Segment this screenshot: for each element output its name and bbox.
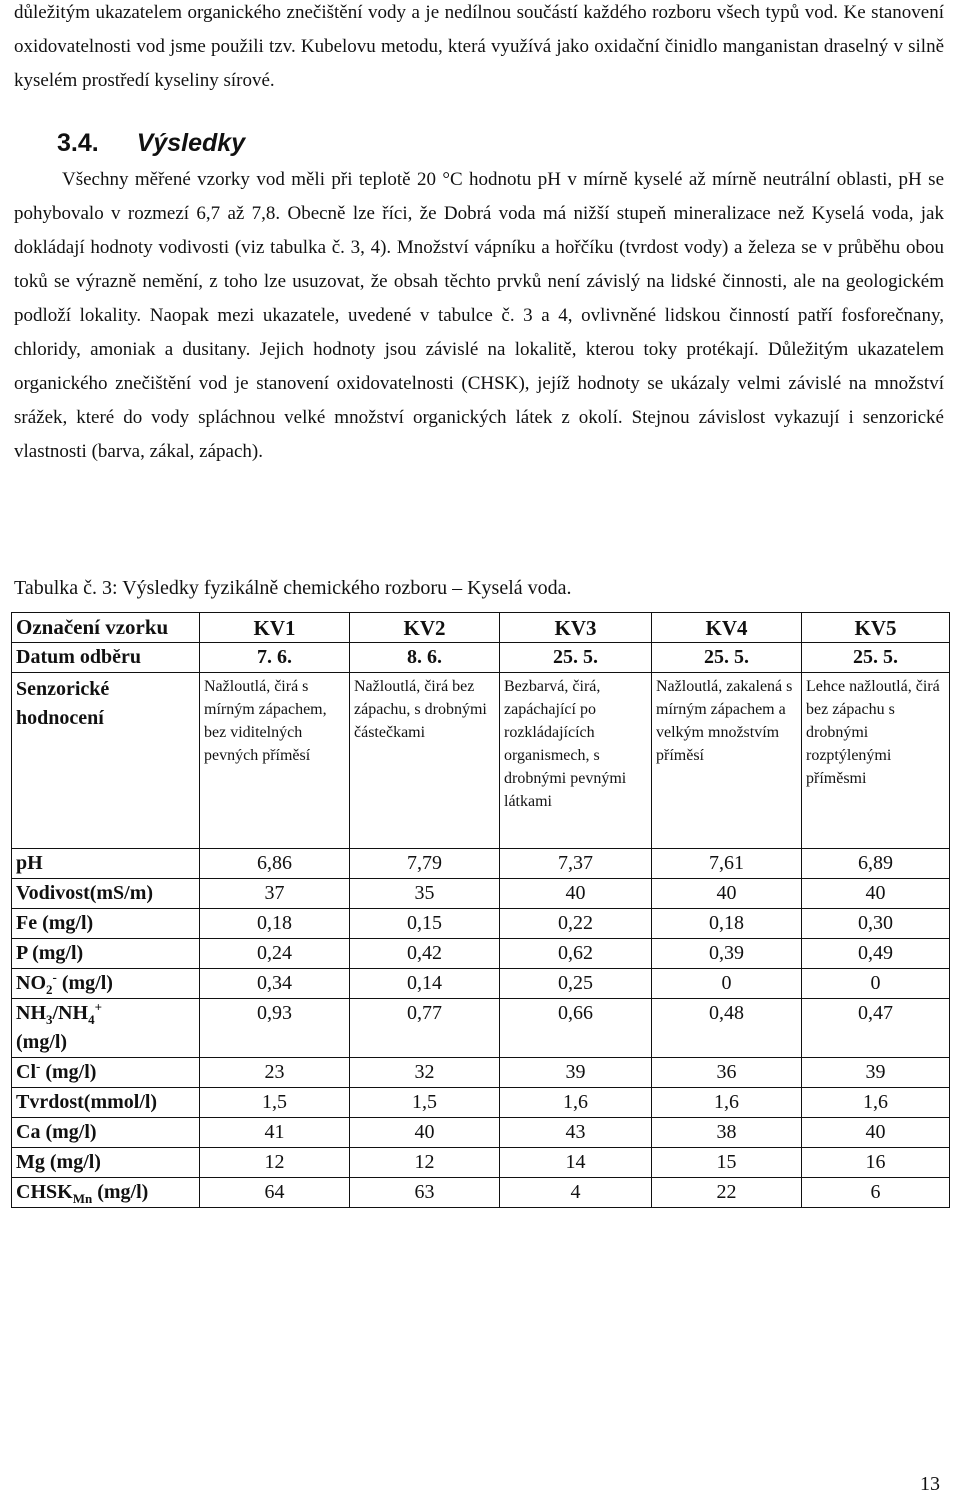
value-cell: 0,93: [200, 999, 350, 1058]
table-row: [12, 1118, 950, 1148]
label-unit: (mg/l): [56, 972, 113, 994]
value-cell: 0,42: [350, 939, 500, 969]
label-sup: -: [36, 1058, 41, 1074]
sample-header: KV2: [350, 613, 500, 643]
label-unit: (mg/l): [16, 1031, 68, 1053]
value-cell: 0,15: [350, 909, 500, 939]
label-main: CHSK: [16, 1181, 73, 1203]
value-cell: 0,25: [500, 969, 652, 999]
row-label: P (mg/l): [12, 939, 200, 969]
row-label: Fe (mg/l): [12, 909, 200, 939]
table-row: [12, 939, 950, 969]
sample-header: KV4: [652, 613, 802, 643]
label-sub: 4: [88, 1012, 95, 1027]
value-cell: 37: [200, 879, 350, 909]
value-cell: 0,14: [350, 969, 500, 999]
label-main: NH: [16, 1002, 46, 1024]
table-row: [12, 1058, 950, 1088]
table-row: [12, 879, 950, 909]
label-sub: 2: [46, 982, 53, 997]
value-cell: 35: [350, 879, 500, 909]
section-title: Výsledky: [136, 129, 246, 157]
row-label: [12, 1058, 200, 1088]
row-label: Ca (mg/l): [12, 1118, 200, 1148]
value-cell: 4: [500, 1178, 652, 1208]
label-unit: (mg/l): [40, 1061, 97, 1083]
results-paragraph: Všechny měřené vzorky vod měli při teplotě 20 °C hodnotu pH v mírně kyselé až mírně neutrální oblasti, pH se pohybovalo v rozmezí 6,7 až 7,8. Obecně lze říci, že Dobrá voda má nižší stupeň mineralizace než Kyselá voda, jak dokládají hodnoty vodivosti (viz tabulka č. 3, 4). Množství vápníku a hořčíku (tvrdost vody) a železa se v průběhu obou toků se výrazně nemění, z toho lze usuzovat, že obsah těchto prvků není závislý na lidské činnosti, ale na geologickém podloží lokality. Naopak mezi ukazatele, uvedené v tabulce č. 3 a 4, ovlivněné lidskou činností patří fosforečnany, chloridy, amoniak a dusitany. Jejich hodnoty jsou závislé na lokalitě, kterou toky protékají. Důležitým ukazatelem organického znečištění vod je stanovení oxidovatelnosti (CHSK), jejíž hodnoty se ukázaly velmi závislé na množství srážek, které do vody spláchnou velké množství organických látek z okolí. Stejnou závislost vykazují i senzorické vlastnosti (barva, zákal, zápach).: [14, 169, 944, 462]
value-cell: 1,6: [500, 1088, 652, 1118]
value-cell: 32: [350, 1058, 500, 1088]
value-cell: 0,39: [652, 939, 802, 969]
results-table: [11, 612, 950, 1208]
value-cell: 6,86: [200, 849, 350, 879]
value-cell: 64: [200, 1178, 350, 1208]
value-cell: 40: [802, 1118, 950, 1148]
value-cell: 23: [200, 1058, 350, 1088]
label-mid: /NH: [52, 1002, 89, 1024]
page-number: 13: [920, 1473, 940, 1495]
value-cell: 6,89: [802, 849, 950, 879]
value-cell: 6: [802, 1178, 950, 1208]
value-cell: 1,5: [200, 1088, 350, 1118]
row-label: Senzorické hodnocení: [12, 673, 200, 849]
sensory-cell: Bezbarvá, čirá, zapáchající po rozkládajících organismech, s drobnými pevnými látkami: [500, 673, 652, 849]
table-row: [12, 1148, 950, 1178]
value-cell: 12: [200, 1148, 350, 1178]
sensory-cell: Nažloutlá, čirá s mírným zápachem, bez viditelných pevných příměsí: [200, 673, 350, 849]
value-cell: 0,24: [200, 939, 350, 969]
value-cell: 40: [500, 879, 652, 909]
sensory-row: [12, 673, 950, 849]
date-cell: 25. 5.: [802, 643, 950, 673]
value-cell: 7,79: [350, 849, 500, 879]
value-cell: 0,47: [802, 999, 950, 1058]
table-header-row: [12, 613, 950, 643]
label-main: Cl: [16, 1061, 36, 1083]
value-cell: 39: [802, 1058, 950, 1088]
sensory-cell: Nažloutlá, zakalená s mírným zápachem a velkým množstvím příměsí: [652, 673, 802, 849]
header-label: Označení vzorku: [12, 613, 200, 643]
table-row: [12, 849, 950, 879]
sample-header: KV1: [200, 613, 350, 643]
label-sup: -: [52, 969, 57, 985]
value-cell: 14: [500, 1148, 652, 1178]
table-caption: Tabulka č. 3: Výsledky fyzikálně chemického rozboru – Kyselá voda.: [14, 577, 572, 599]
value-cell: 63: [350, 1178, 500, 1208]
value-cell: 16: [802, 1148, 950, 1178]
value-cell: 0: [802, 969, 950, 999]
value-cell: 0,22: [500, 909, 652, 939]
value-cell: 38: [652, 1118, 802, 1148]
value-cell: 0,77: [350, 999, 500, 1058]
date-cell: 25. 5.: [652, 643, 802, 673]
value-cell: 1,6: [802, 1088, 950, 1118]
value-cell: 1,5: [350, 1088, 500, 1118]
value-cell: 7,37: [500, 849, 652, 879]
table-row: [12, 999, 950, 1058]
date-cell: 7. 6.: [200, 643, 350, 673]
value-cell: 0,18: [652, 909, 802, 939]
row-label: pH: [12, 849, 200, 879]
value-cell: 40: [350, 1118, 500, 1148]
row-label: [12, 1178, 200, 1208]
label-sub: Mn: [72, 1191, 93, 1206]
label-sub: 3: [46, 1012, 53, 1027]
value-cell: 40: [802, 879, 950, 909]
value-cell: 0,48: [652, 999, 802, 1058]
value-cell: 15: [652, 1148, 802, 1178]
value-cell: 0,34: [200, 969, 350, 999]
date-cell: 8. 6.: [350, 643, 500, 673]
value-cell: 0: [652, 969, 802, 999]
row-label: Mg (mg/l): [12, 1148, 200, 1178]
row-label: Datum odběru: [12, 643, 200, 673]
table-row: [12, 1178, 950, 1208]
value-cell: 36: [652, 1058, 802, 1088]
value-cell: 40: [652, 879, 802, 909]
table-row: [12, 1088, 950, 1118]
value-cell: 0,66: [500, 999, 652, 1058]
value-cell: 0,18: [200, 909, 350, 939]
section-heading: [57, 126, 245, 160]
value-cell: 41: [200, 1118, 350, 1148]
value-cell: 7,61: [652, 849, 802, 879]
label-main: NO: [16, 972, 46, 994]
value-cell: 0,49: [802, 939, 950, 969]
sample-header: KV3: [500, 613, 652, 643]
value-cell: 39: [500, 1058, 652, 1088]
date-row: [12, 643, 950, 673]
sample-header: KV5: [802, 613, 950, 643]
value-cell: 0,62: [500, 939, 652, 969]
row-label: Tvrdost(mmol/l): [12, 1088, 200, 1118]
label-unit: (mg/l): [92, 1181, 149, 1203]
row-label: [12, 999, 200, 1058]
sensory-cell: Nažloutlá, čirá bez zápachu, s drobnými částečkami: [350, 673, 500, 849]
label-sup: +: [94, 999, 102, 1015]
row-label: Vodivost(mS/m): [12, 879, 200, 909]
intro-paragraph: důležitým ukazatelem organického znečištění vody a je nedílnou součástí každého rozboru všech typů vod. Ke stanovení oxidovatelnosti vod jsme použili tzv. Kubelovu metodu, která využívá jako oxidační činidlo manganistan draselný v silně kyselém prostředí kyseliny sírové.: [14, 2, 944, 91]
value-cell: 0,30: [802, 909, 950, 939]
value-cell: 12: [350, 1148, 500, 1178]
date-cell: 25. 5.: [500, 643, 652, 673]
table-row: [12, 969, 950, 999]
row-label: [12, 969, 200, 999]
value-cell: 43: [500, 1118, 652, 1148]
table-row: [12, 909, 950, 939]
value-cell: 1,6: [652, 1088, 802, 1118]
value-cell: 22: [652, 1178, 802, 1208]
sensory-cell: Lehce nažloutlá, čirá bez zápachu s drobnými rozptýlenými příměsmi: [802, 673, 950, 849]
section-number: 3.4.: [57, 129, 99, 157]
